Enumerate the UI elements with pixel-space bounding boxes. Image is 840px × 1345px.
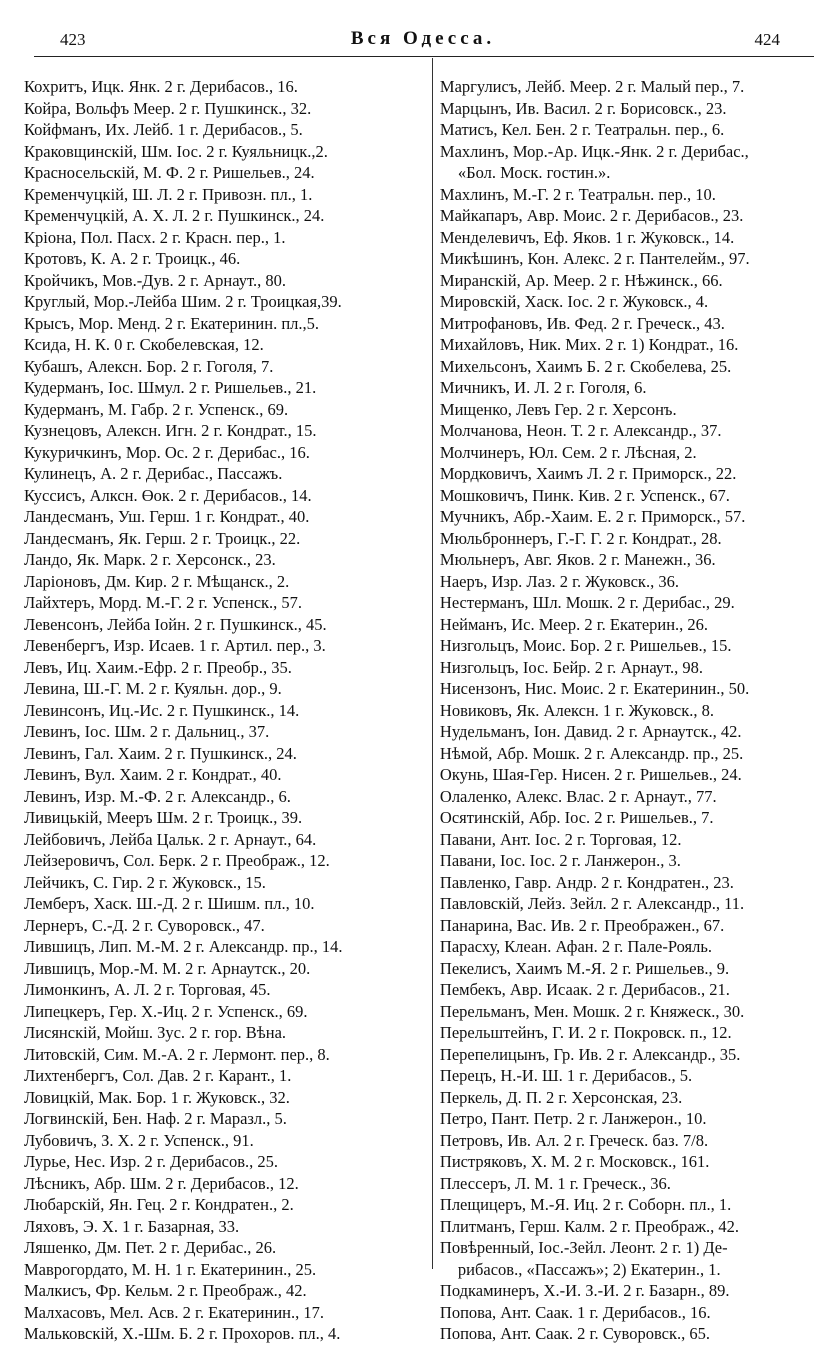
directory-entry: Койра, Вольфъ Меер. 2 г. Пушкинск., 32.: [24, 98, 312, 118]
directory-entry: Ляховъ, Э. Х. 1 г. Базарная, 33.: [24, 1216, 240, 1236]
left-column: [24, 76, 416, 1345]
directory-entry: Лемберъ, Хаск. Ш.-Д. 2 г. Шишм. пл., 10.: [24, 894, 315, 913]
directory-entry: Мошковичъ, Пинк. Кив. 2 г. Успенск., 67.: [439, 485, 730, 505]
directory-entry: Любарскій, Ян. Гец. 2 г. Кондратен., 2.: [24, 1195, 294, 1214]
directory-entry: Кременчуцкій, А. Х. Л. 2 г. Пушкинск., 24.: [24, 206, 325, 225]
column-divider: [432, 58, 433, 1269]
directory-entry: Олаленко, Алекс. Влас. 2 г. Арнаут., 77.: [439, 786, 717, 806]
page-title: Вся Одесса.: [350, 28, 496, 49]
directory-entry: Наеръ, Изр. Лаз. 2 г. Жуковск., 36.: [439, 571, 679, 591]
directory-entry: Нейманъ, Ис. Меер. 2 г. Екатерин., 26.: [439, 614, 709, 634]
directory-entry: Круглый, Мор.-Лейба Шим. 2 г. Троицкая,39.: [24, 292, 342, 311]
directory-entry: Крысъ, Мор. Менд. 2 г. Екатеринин. пл.,5.: [24, 313, 320, 333]
right-column: [430, 76, 822, 1345]
directory-entry: Кройчикъ, Мов.-Дув. 2 г. Арнаут., 80.: [24, 270, 286, 290]
directory-entry: Перельштейнъ, Г. И. 2 г. Покровск. п., 12.: [439, 1023, 732, 1042]
directory-entry: Ловицкій, Мак. Бор. 1 г. Жуковск., 32.: [24, 1087, 290, 1107]
directory-entry: Мичникъ, И. Л. 2 г. Гоголя, 6.: [439, 378, 647, 397]
directory-entry: Левинъ, Вул. Хаим. 2 г. Кондрат., 40.: [24, 765, 282, 784]
directory-entry: Мучникъ, Абр.-Хаим. Е. 2 г. Приморск., 57.: [439, 507, 746, 526]
directory-entry: Павани, Іос. Іос. 2 г. Ланжерон., 3.: [439, 851, 681, 870]
directory-entry: Петро, Пант. Петр. 2 г. Ланжерон., 10.: [439, 1109, 707, 1128]
directory-entry: Кудерманъ, Іос. Шмул. 2 г. Ришельев., 21.: [24, 378, 317, 397]
directory-entry: Лившицъ, Лип. М.-М. 2 г. Александр. пр., 14.: [24, 937, 343, 956]
directory-entry: Митрофановъ, Ив. Фед. 2 г. Греческ., 43.: [439, 313, 725, 333]
directory-entry: Новиковъ, Як. Алексн. 1 г. Жуковск., 8.: [439, 700, 715, 720]
directory-entry: Микѣшинъ, Кон. Алекс. 2 г. Пантелейм., 97.: [439, 249, 750, 268]
directory-entry: Павани, Ант. Іос. 2 г. Торговая, 12.: [439, 829, 682, 849]
directory-entry: Пембекъ, Авр. Исаак. 2 г. Дерибасов., 21.: [439, 980, 730, 999]
directory-entry: Мищенко, Левъ Гер. 2 г. Херсонъ.: [439, 399, 677, 419]
directory-entry: Перкель, Д. П. 2 г. Херсонская, 23.: [439, 1087, 683, 1107]
directory-entry: Левенсонъ, Лейба Іойн. 2 г. Пушкинск., 45.: [24, 614, 327, 634]
directory-entry: Павловскій, Лейз. Зейл. 2 г. Александр., 11.: [439, 894, 745, 913]
directory-entry: Марцынъ, Ив. Васил. 2 г. Борисовск., 23.: [439, 98, 727, 118]
directory-entry: Павленко, Гавр. Андр. 2 г. Кондратен., 23.: [439, 872, 734, 892]
directory-entry: Мордковичъ, Хаимъ Л. 2 г. Приморск., 22.: [439, 464, 737, 483]
columns: [24, 76, 822, 1345]
directory-entry: Левинъ, Изр. М.-Ф. 2 г. Александр., 6.: [24, 786, 291, 806]
directory-entry: Нисензонъ, Нис. Моис. 2 г. Екатеринин., 50.: [439, 679, 750, 698]
directory-entry: Левенбергъ, Изр. Исаев. 1 г. Артил. пер., 3.: [24, 636, 326, 655]
directory-entry: Лейзеровичъ, Сол. Берк. 2 г. Преображ., 12.: [24, 851, 330, 870]
directory-entry: Мюльнеръ, Авг. Яков. 2 г. Манежн., 36.: [439, 550, 716, 569]
directory-entry: Пекелисъ, Хаимъ М.-Я. 2 г. Ришельев., 9.: [439, 958, 730, 978]
directory-entry: Литовскій, Сим. М.-А. 2 г. Лермонт. пер., 8.: [24, 1044, 330, 1064]
directory-entry: Матисъ, Кел. Бен. 2 г. Театральн. пер., 6.: [439, 120, 725, 139]
directory-entry: Лубовичъ, З. Х. 2 г. Успенск., 91.: [24, 1130, 254, 1150]
directory-entry: Лимонкинъ, А. Л. 2 г. Торговая, 45.: [24, 980, 271, 999]
directory-entry: Перецъ, Н.-И. Ш. 1 г. Дерибасов., 5.: [439, 1066, 693, 1085]
directory-entry: Маврогордато, М. Н. 1 г. Екатеринин., 25.: [24, 1259, 317, 1279]
directory-entry: Плитманъ, Герш. Калм. 2 г. Преображ., 42.: [439, 1216, 739, 1236]
directory-entry: Кременчуцкій, Ш. Л. 2 г. Привозн. пл., 1.: [24, 184, 313, 204]
directory-entry: Левинсонъ, Иц.-Ис. 2 г. Пушкинск., 14.: [24, 700, 300, 720]
directory-entry: Михайловъ, Ник. Мих. 2 г. 1) Кондрат., 16.: [439, 335, 739, 354]
directory-entry: Миранскій, Ар. Меер. 2 г. Нѣжинск., 66.: [439, 270, 723, 290]
directory-entry: Красносельскій, М. Ф. 2 г. Ришельев., 24.: [24, 163, 315, 182]
directory-entry: Ксида, Н. К. 0 г. Скобелевская, 12.: [24, 335, 264, 354]
directory-entry: Ляшенко, Дм. Пет. 2 г. Дерибас., 26.: [24, 1238, 277, 1257]
page-header: [24, 28, 822, 60]
directory-entry: Ливицькій, Мееръ Шм. 2 г. Троицк., 39.: [24, 808, 303, 827]
directory-entry: Левинъ, Іос. Шм. 2 г. Дальниц., 37.: [24, 722, 270, 741]
directory-entry: Ландесманъ, Як. Герш. 2 г. Троицк., 22.: [24, 528, 301, 548]
directory-entry: Мюльброннеръ, Г.-Г. Г. 2 г. Кондрат., 28.: [439, 528, 722, 548]
directory-entry: Пистряковъ, Х. М. 2 г. Московск., 161.: [439, 1152, 710, 1171]
directory-entry: Молчинеръ, Юл. Сем. 2 г. Лѣсная, 2.: [439, 442, 697, 462]
directory-entry: Лисянскій, Мойш. Зус. 2 г. гор. Вѣна.: [24, 1023, 287, 1042]
directory-entry: Молчанова, Неон. Т. 2 г. Александр., 37.: [439, 421, 722, 440]
directory-entry: Махлинъ, М.-Г. 2 г. Театральн. пер., 10.: [439, 184, 716, 204]
directory-entry: Окунь, Шая-Гер. Нисен. 2 г. Ришельев., 24.: [439, 765, 742, 784]
directory-entry: Кріона, Пол. Пасх. 2 г. Красн. пер., 1.: [24, 227, 286, 247]
directory-entry: Лейбовичъ, Лейба Цальк. 2 г. Арнаут., 64.: [24, 829, 317, 849]
directory-entry: Майкапаръ, Авр. Моис. 2 г. Дерибасов., 23.: [439, 206, 744, 225]
directory-entry: Кудерманъ, М. Габр. 2 г. Успенск., 69.: [24, 399, 289, 419]
directory-entry: Левъ, Иц. Хаим.-Ефр. 2 г. Преобр., 35.: [24, 657, 292, 677]
directory-entry: Левинъ, Гал. Хаим. 2 г. Пушкинск., 24.: [24, 743, 297, 763]
directory-entry: Нудельманъ, Іон. Давид. 2 г. Арнаутск., 42.: [439, 722, 742, 741]
directory-entry: Нѣмой, Абр. Мошк. 2 г. Александр. пр., 25.: [439, 743, 744, 763]
directory-entry: Липецкеръ, Гер. Х.-Иц. 2 г. Успенск., 69.: [24, 1001, 308, 1021]
directory-entry: Менделевичъ, Еф. Яков. 1 г. Жуковск., 14.: [439, 227, 735, 247]
directory-entry: Кукуричкинъ, Мор. Ос. 2 г. Дерибас., 16.: [24, 442, 310, 462]
directory-entry: Маргулисъ, Лейб. Меер. 2 г. Малый пер., 7.: [439, 77, 745, 96]
directory-entry: Ландесманъ, Уш. Герш. 1 г. Кондрат., 40.: [24, 507, 310, 526]
directory-entry: Кулинецъ, А. 2 г. Дерибас., Пассажъ.: [24, 464, 283, 483]
page-number-right: 424: [754, 30, 780, 49]
directory-entry: Куссисъ, Алксн. Өок. 2 г. Дерибасов., 14.: [24, 485, 312, 505]
directory-entry: Нестерманъ, Шл. Мошк. 2 г. Дерибас., 29.: [439, 593, 735, 612]
directory-entry: Левина, Ш.-Г. М. 2 г. Куяльн. дор., 9.: [24, 679, 282, 698]
directory-entry: Кубашъ, Алексн. Бор. 2 г. Гоголя, 7.: [24, 356, 274, 376]
directory-entry: Михельсонъ, Хаимъ Б. 2 г. Скобелева, 25.: [439, 356, 732, 376]
page-number-left: 423: [60, 30, 86, 49]
directory-entry: рибасов., «Пассажъ»; 2) Екатерин., 1.: [457, 1259, 721, 1279]
directory-entry: Петровъ, Ив. Ал. 2 г. Греческ. баз. 7/8.: [439, 1130, 709, 1150]
directory-entry: Лихтенбергъ, Сол. Дав. 2 г. Карант., 1.: [24, 1066, 292, 1085]
directory-entry: Ландо, Як. Марк. 2 г. Херсонск., 23.: [24, 550, 276, 569]
directory-entry: Лейчикъ, С. Гир. 2 г. Жуковск., 15.: [24, 872, 266, 892]
directory-entry: Низгольцъ, Іос. Бейр. 2 г. Арнаут., 98.: [439, 657, 704, 677]
directory-entry: Лурье, Нес. Изр. 2 г. Дерибасов., 25.: [24, 1152, 279, 1171]
directory-entry: Малкисъ, Фр. Кельм. 2 г. Преображ., 42.: [24, 1281, 307, 1300]
directory-entry: Малхасовъ, Мел. Асв. 2 г. Екатеринин., 17.: [24, 1302, 324, 1322]
directory-entry: Лѣсникъ, Абр. Шм. 2 г. Дерибасов., 12.: [24, 1173, 299, 1193]
directory-entry: Попова, Ант. Саак. 2 г. Суворовск., 65.: [439, 1324, 711, 1343]
directory-entry: Подкаминеръ, Х.-И. З.-И. 2 г. Базарн., 89.: [439, 1281, 730, 1300]
directory-entry: Лайхтеръ, Морд. М.-Г. 2 г. Успенск., 57.: [24, 593, 303, 612]
directory-entry: Панарина, Вас. Ив. 2 г. Преображен., 67.: [439, 915, 725, 935]
directory-entry: Кротовъ, К. А. 2 г. Троицк., 46.: [24, 249, 241, 268]
directory-entry: Перельманъ, Мен. Мошк. 2 г. Княжеск., 30.: [439, 1001, 745, 1021]
directory-entry: Ларіоновъ, Дм. Кир. 2 г. Мѣщанск., 2.: [24, 571, 290, 591]
directory-entry: Логвинскій, Бен. Наф. 2 г. Маразл., 5.: [24, 1109, 287, 1128]
directory-entry: Лившицъ, Мор.-М. М. 2 г. Арнаутск., 20.: [24, 958, 311, 978]
directory-entry: Низгольцъ, Моис. Бор. 2 г. Ришельев., 15.: [439, 636, 732, 655]
directory-entry: Кузнецовъ, Алексн. Игн. 2 г. Кондрат., 15.: [24, 421, 317, 440]
header-rule: [34, 56, 814, 57]
directory-entry: Плещицеръ, М.-Я. Иц. 2 г. Соборн. пл., 1.: [439, 1195, 732, 1214]
directory-entry: Перепелицынъ, Гр. Ив. 2 г. Александр., 35.: [439, 1044, 741, 1064]
directory-entry: Койфманъ, Их. Лейб. 1 г. Дерибасов., 5.: [24, 120, 303, 139]
directory-entry: Махлинъ, Мор.-Ар. Ицк.-Янк. 2 г. Дерибас.,: [439, 141, 749, 161]
directory-entry: Парасху, Клеан. Афан. 2 г. Пале-Рояль.: [439, 937, 712, 956]
directory-entry: Кохритъ, Ицк. Янк. 2 г. Дерибасов., 16.: [24, 77, 298, 96]
directory-entry: Мировскій, Хаск. Іос. 2 г. Жуковск., 4.: [439, 292, 709, 311]
directory-entry: Повѣренный, Іос.-Зейл. Леонт. 2 г. 1) Де-: [439, 1238, 728, 1257]
directory-entry: Краковщинскій, Шм. Іос. 2 г. Куяльницк.,2.: [24, 141, 328, 161]
directory-entry: Осятинскій, Абр. Іос. 2 г. Ришельев., 7.: [439, 808, 714, 827]
directory-entry: Плессеръ, Л. М. 1 г. Греческ., 36.: [439, 1173, 671, 1193]
directory-entry: Попова, Ант. Саак. 1 г. Дерибасов., 16.: [439, 1302, 711, 1322]
directory-entry: «Бол. Моск. гостин.».: [457, 163, 611, 182]
directory-entry: Лернеръ, С.-Д. 2 г. Суворовск., 47.: [24, 915, 265, 935]
directory-entry: Мальковскій, Х.-Шм. Б. 2 г. Прохоров. пл., 4.: [24, 1324, 341, 1343]
